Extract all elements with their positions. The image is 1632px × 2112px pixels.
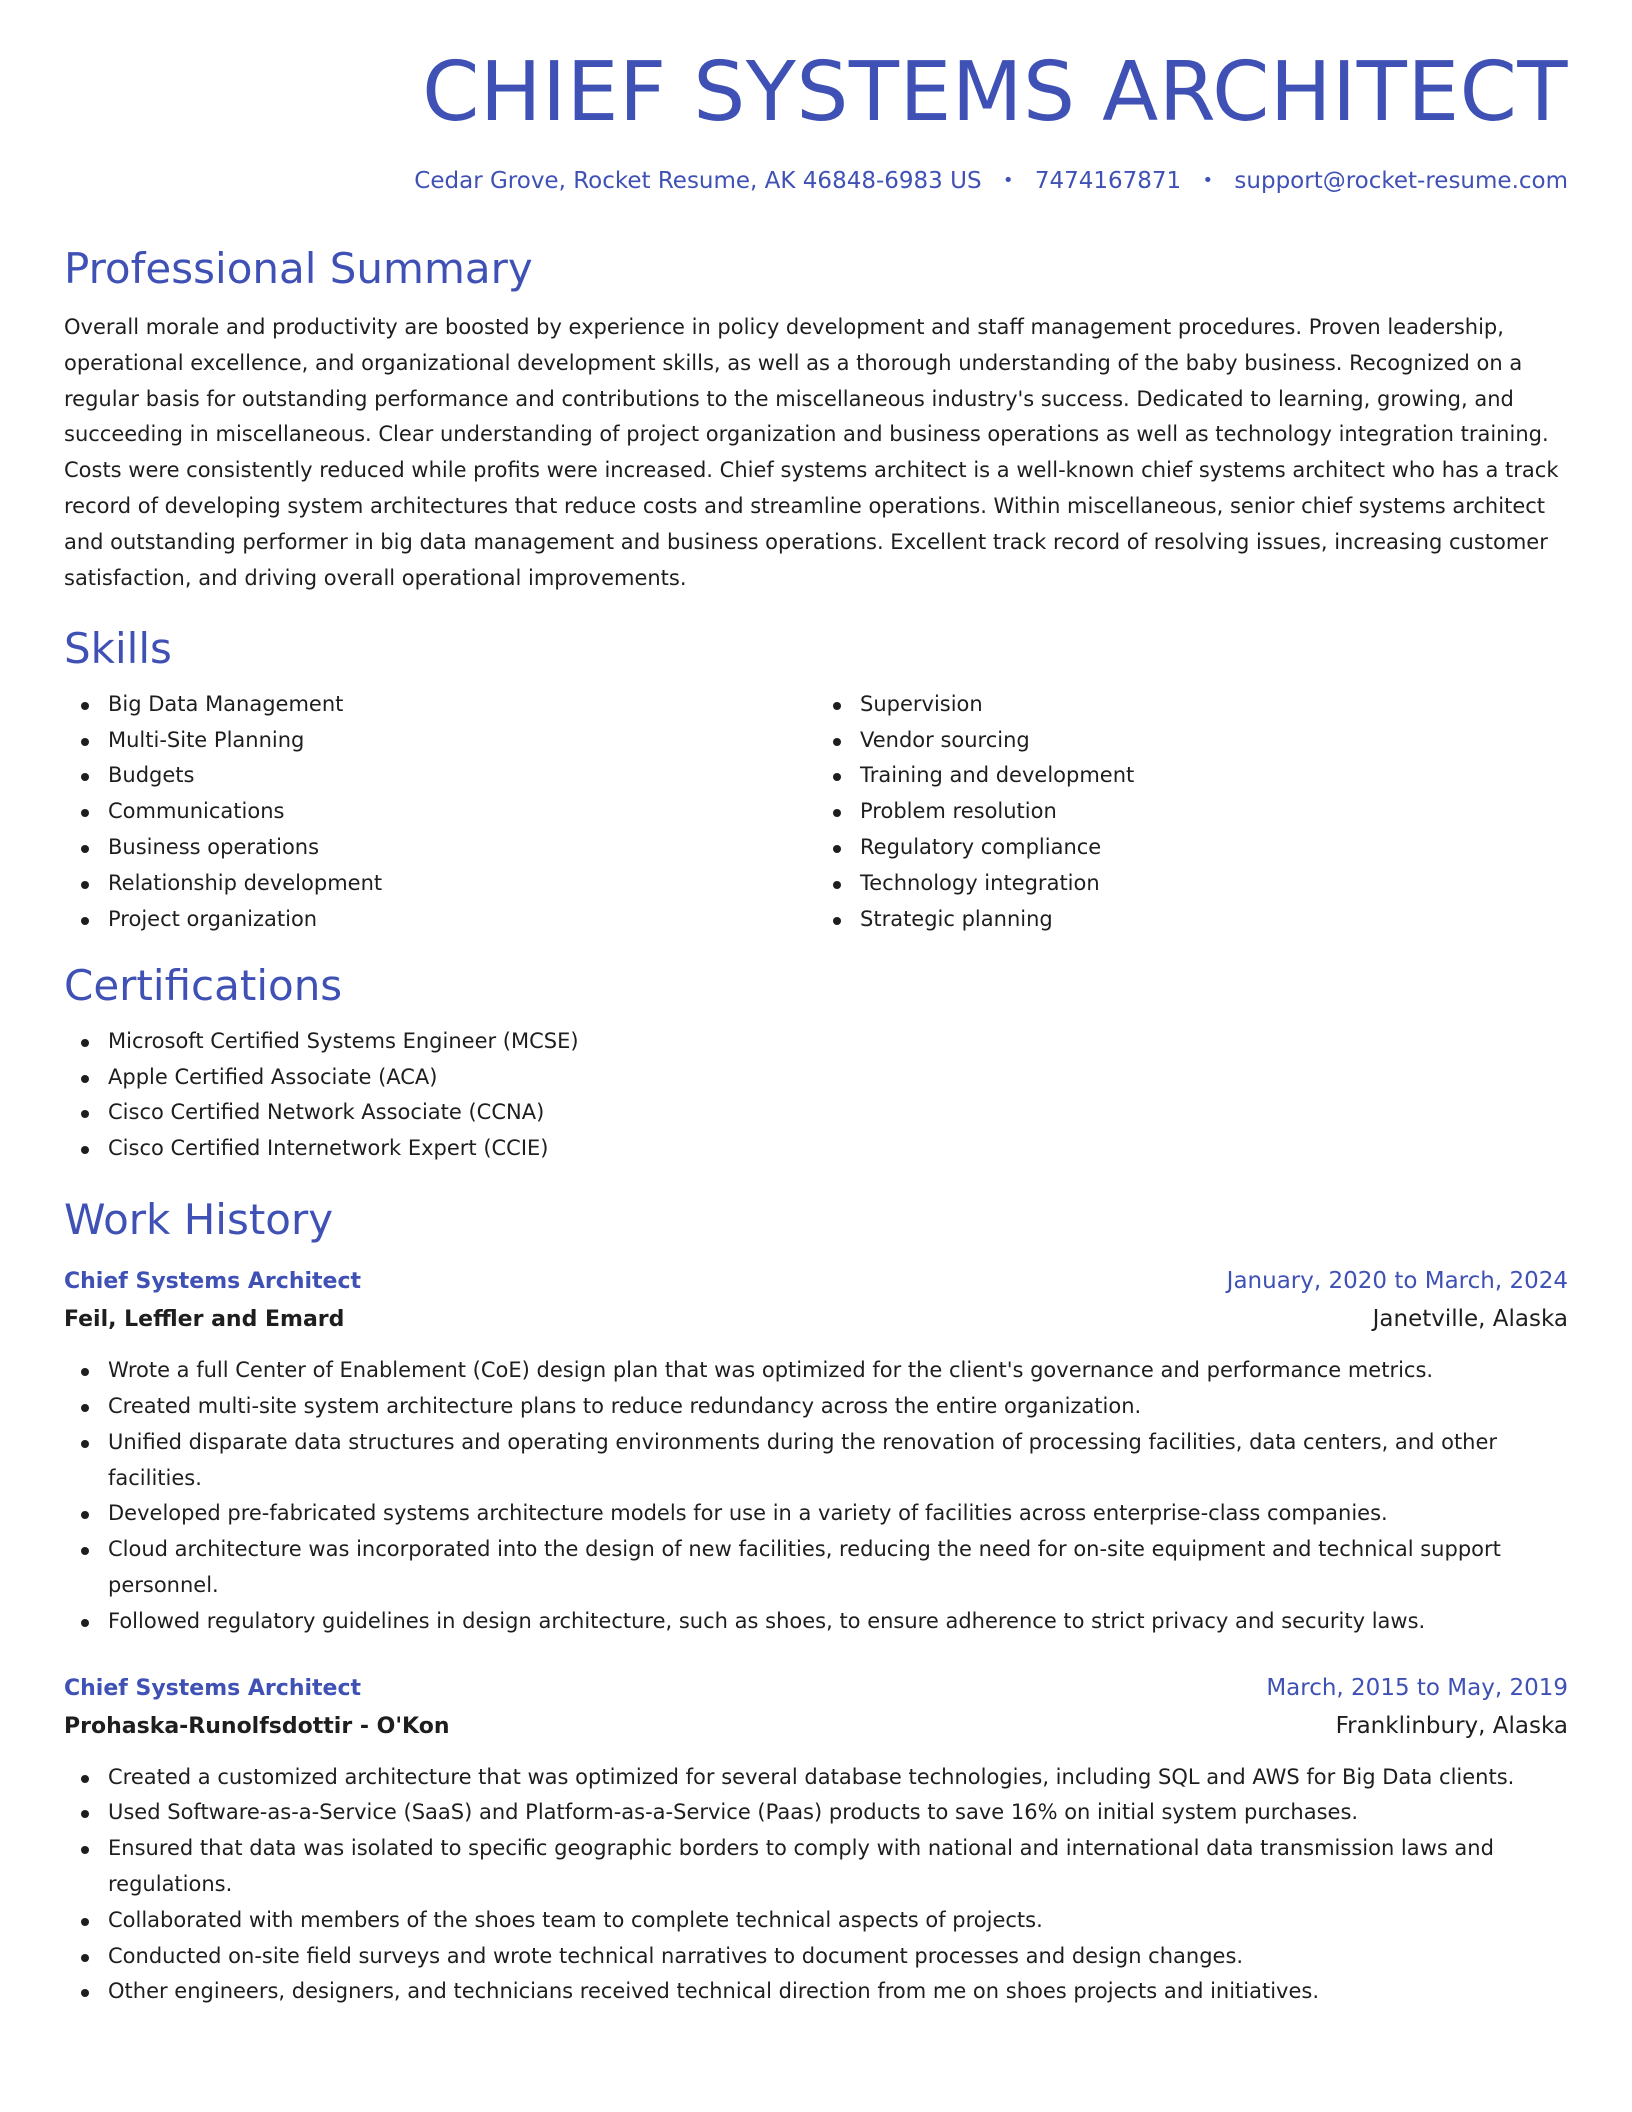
skill-item: Strategic planning	[816, 902, 1568, 938]
skill-item: Technology integration	[816, 866, 1568, 902]
skill-item: Communications	[64, 794, 816, 830]
job-title-heading: CHIEF SYSTEMS ARCHITECT	[422, 45, 1568, 140]
job-bullet: Unified disparate data structures and operating environments during the renovation of processing facilities, data centers, and other facilities.	[64, 1425, 1568, 1497]
job-bullet: Developed pre-fabricated systems architecture models for use in a variety of facilities across enterprise-class companies.	[64, 1496, 1568, 1532]
contact-line	[64, 168, 1568, 196]
job-location: Franklinbury, Alaska	[1335, 1712, 1568, 1739]
job-bullet: Ensured that data was isolated to specific geographic borders to comply with national and international data transmission laws and regulations.	[64, 1831, 1568, 1903]
job-title: Chief Systems Architect	[64, 1675, 362, 1701]
job-company-row	[64, 1300, 1568, 1339]
certifications-title: Certifications	[64, 961, 343, 1011]
job-bullet: Wrote a full Center of Enablement (CoE) design plan that was optimized for the client's governance and performance metrics.	[64, 1353, 1568, 1389]
work-history-title: Work History	[64, 1194, 334, 1244]
certifications-section	[64, 961, 1568, 1167]
skills-grid	[64, 687, 1568, 938]
skills-section	[64, 624, 1568, 937]
job-title-row	[64, 1263, 1568, 1300]
job-title: Chief Systems Architect	[64, 1269, 362, 1295]
job-entry	[64, 1263, 1568, 1639]
job-company: Feil, Leffler and Emard	[64, 1307, 345, 1333]
job-dates: January, 2020 to March, 2024	[1226, 1268, 1568, 1295]
certification-item: Microsoft Certified Systems Engineer (MCSE)	[64, 1024, 1568, 1060]
skill-item: Vendor sourcing	[816, 723, 1568, 759]
job-company: Prohaska-Runolfsdottir - O'Kon	[64, 1713, 450, 1739]
address: Cedar Grove, Rocket Resume, AK 46848-6983 US	[414, 168, 982, 194]
job-bullet: Collaborated with members of the shoes team to complete technical aspects of projects.	[64, 1903, 1568, 1939]
separator-dot: •	[1202, 170, 1214, 191]
skill-item: Multi-Site Planning	[64, 723, 816, 759]
skill-item: Problem resolution	[816, 794, 1568, 830]
skills-list-right	[816, 687, 1568, 938]
skill-item: Regulatory compliance	[816, 830, 1568, 866]
email-link[interactable]: support@rocket-resume.com	[1234, 168, 1568, 194]
job-bullets	[64, 1760, 1568, 2011]
certification-item: Cisco Certified Network Associate (CCNA)	[64, 1095, 1568, 1131]
job-company-row	[64, 1707, 1568, 1746]
job-bullet: Cloud architecture was incorporated into the design of new facilities, reducing the need for on-site equipment and technical support personnel.	[64, 1532, 1568, 1604]
job-entry	[64, 1670, 1568, 2011]
job-bullets	[64, 1353, 1568, 1639]
job-location: Janetville, Alaska	[1372, 1306, 1568, 1333]
skill-item: Relationship development	[64, 866, 816, 902]
skill-item: Budgets	[64, 758, 816, 794]
phone: 7474167871	[1034, 168, 1182, 194]
summary-text: Overall morale and productivity are boosted by experience in policy development and staff management procedures. Proven leadership, operational excellence, and organizational development skills, as well as a thorough understanding of the baby business. Recognized on a regular basis for outstanding performance and contributions to the miscellaneous industry's success. Dedicated to learning, growing, and succeeding in miscellaneous. Clear understanding of project organization and business operations as well as technology integration training. Costs were consistently reduced while profits were increased. Chief systems architect is a well-known chief systems architect who has a track record of developing system architectures that reduce costs and streamline operations. Within miscellaneous, senior chief systems architect and outstanding performer in big data management and business operations. Excellent track record of resolving issues, increasing customer satisfaction, and driving overall operational improvements.	[64, 314, 1559, 590]
skill-item: Supervision	[816, 687, 1568, 723]
job-bullet: Created a customized architecture that was optimized for several database technologies, including SQL and AWS for Big Data clients.	[64, 1760, 1568, 1796]
job-dates: March, 2015 to May, 2019	[1266, 1674, 1568, 1701]
resume-header	[64, 45, 1568, 196]
skill-item: Business operations	[64, 830, 816, 866]
summary-title: Professional Summary	[64, 243, 533, 293]
job-bullet: Followed regulatory guidelines in design architecture, such as shoes, to ensure adherence to strict privacy and security laws.	[64, 1604, 1568, 1640]
certification-item: Apple Certified Associate (ACA)	[64, 1060, 1568, 1096]
skills-title: Skills	[64, 624, 172, 674]
work-history-section	[64, 1195, 1568, 2010]
summary-section	[64, 244, 1568, 597]
separator-dot: •	[1002, 170, 1014, 191]
certifications-list	[64, 1024, 1568, 1167]
skill-item: Training and development	[816, 758, 1568, 794]
skill-item: Big Data Management	[64, 687, 816, 723]
job-bullet: Used Software-as-a-Service (SaaS) and Platform-as-a-Service (Paas) products to save 16% on initial system purchases.	[64, 1795, 1568, 1831]
job-title-row	[64, 1670, 1568, 1707]
certification-item: Cisco Certified Internetwork Expert (CCIE)	[64, 1131, 1568, 1167]
skill-item: Project organization	[64, 902, 816, 938]
skills-list-left	[64, 687, 816, 938]
job-bullet: Other engineers, designers, and technicians received technical direction from me on shoes projects and initiatives.	[64, 1974, 1568, 2010]
job-bullet: Conducted on-site field surveys and wrote technical narratives to document processes and design changes.	[64, 1939, 1568, 1975]
job-bullet: Created multi-site system architecture plans to reduce redundancy across the entire organization.	[64, 1389, 1568, 1425]
